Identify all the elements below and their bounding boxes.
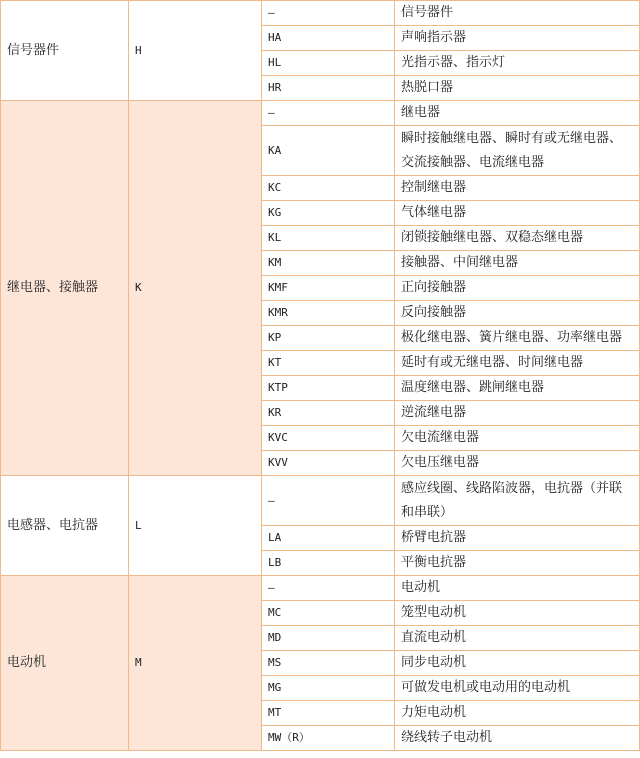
subcode-cell: MW（R） [262, 726, 395, 751]
subcode-cell: KTP [262, 376, 395, 401]
subcode-cell: — [262, 1, 395, 26]
description-cell: 气体继电器 [395, 201, 640, 226]
code-cell: M [129, 576, 262, 751]
description-cell: 信号器件 [395, 1, 640, 26]
subcode-cell: KR [262, 401, 395, 426]
code-cell: H [129, 1, 262, 101]
description-cell: 延时有或无继电器、时间继电器 [395, 351, 640, 376]
subcode-cell: MC [262, 601, 395, 626]
subcode-cell: KMF [262, 276, 395, 301]
subcode-cell: MG [262, 676, 395, 701]
description-cell: 热脱口器 [395, 76, 640, 101]
category-cell: 电动机 [1, 576, 129, 751]
subcode-cell: KT [262, 351, 395, 376]
description-cell: 欠电流继电器 [395, 426, 640, 451]
code-cell: K [129, 101, 262, 476]
description-cell: 正向接触器 [395, 276, 640, 301]
subcode-cell: KL [262, 226, 395, 251]
subcode-cell: — [262, 101, 395, 126]
subcode-cell: — [262, 476, 395, 526]
subcode-cell: KA [262, 126, 395, 176]
subcode-cell: MT [262, 701, 395, 726]
subcode-cell: KMR [262, 301, 395, 326]
subcode-cell: KC [262, 176, 395, 201]
description-cell: 桥臂电抗器 [395, 526, 640, 551]
code-cell: L [129, 476, 262, 576]
subcode-cell: LB [262, 551, 395, 576]
subcode-cell: MD [262, 626, 395, 651]
description-cell: 反向接触器 [395, 301, 640, 326]
description-cell: 继电器 [395, 101, 640, 126]
subcode-cell: KP [262, 326, 395, 351]
subcode-cell: KVC [262, 426, 395, 451]
subcode-cell: HR [262, 76, 395, 101]
description-cell: 平衡电抗器 [395, 551, 640, 576]
description-cell: 绕线转子电动机 [395, 726, 640, 751]
description-cell: 感应线圈、线路陷波器，电抗器（并联和串联） [395, 476, 640, 526]
description-cell: 逆流继电器 [395, 401, 640, 426]
subcode-cell: KVV [262, 451, 395, 476]
description-cell: 光指示器、指示灯 [395, 51, 640, 76]
description-cell: 力矩电动机 [395, 701, 640, 726]
category-cell: 继电器、接触器 [1, 101, 129, 476]
subcode-cell: LA [262, 526, 395, 551]
subcode-cell: HL [262, 51, 395, 76]
subcode-cell: KG [262, 201, 395, 226]
symbol-table-body [1, 1, 640, 751]
category-cell: 电感器、电抗器 [1, 476, 129, 576]
description-cell: 控制继电器 [395, 176, 640, 201]
description-cell: 同步电动机 [395, 651, 640, 676]
subcode-cell: KM [262, 251, 395, 276]
subcode-cell: MS [262, 651, 395, 676]
subcode-cell: HA [262, 26, 395, 51]
description-cell: 电动机 [395, 576, 640, 601]
description-cell: 可做发电机或电动用的电动机 [395, 676, 640, 701]
description-cell: 温度继电器、跳闸继电器 [395, 376, 640, 401]
subcode-cell: — [262, 576, 395, 601]
table-row [1, 1, 640, 26]
description-cell: 直流电动机 [395, 626, 640, 651]
description-cell: 笼型电动机 [395, 601, 640, 626]
description-cell: 接触器、中间继电器 [395, 251, 640, 276]
table-row [1, 576, 640, 601]
table-row [1, 101, 640, 126]
description-cell: 极化继电器、簧片继电器、功率继电器 [395, 326, 640, 351]
description-cell: 闭锁接触继电器、双稳态继电器 [395, 226, 640, 251]
description-cell: 瞬时接触继电器、瞬时有或无继电器、交流接触器、电流继电器 [395, 126, 640, 176]
table-row [1, 476, 640, 526]
category-cell: 信号器件 [1, 1, 129, 101]
description-cell: 声响指示器 [395, 26, 640, 51]
description-cell: 欠电压继电器 [395, 451, 640, 476]
